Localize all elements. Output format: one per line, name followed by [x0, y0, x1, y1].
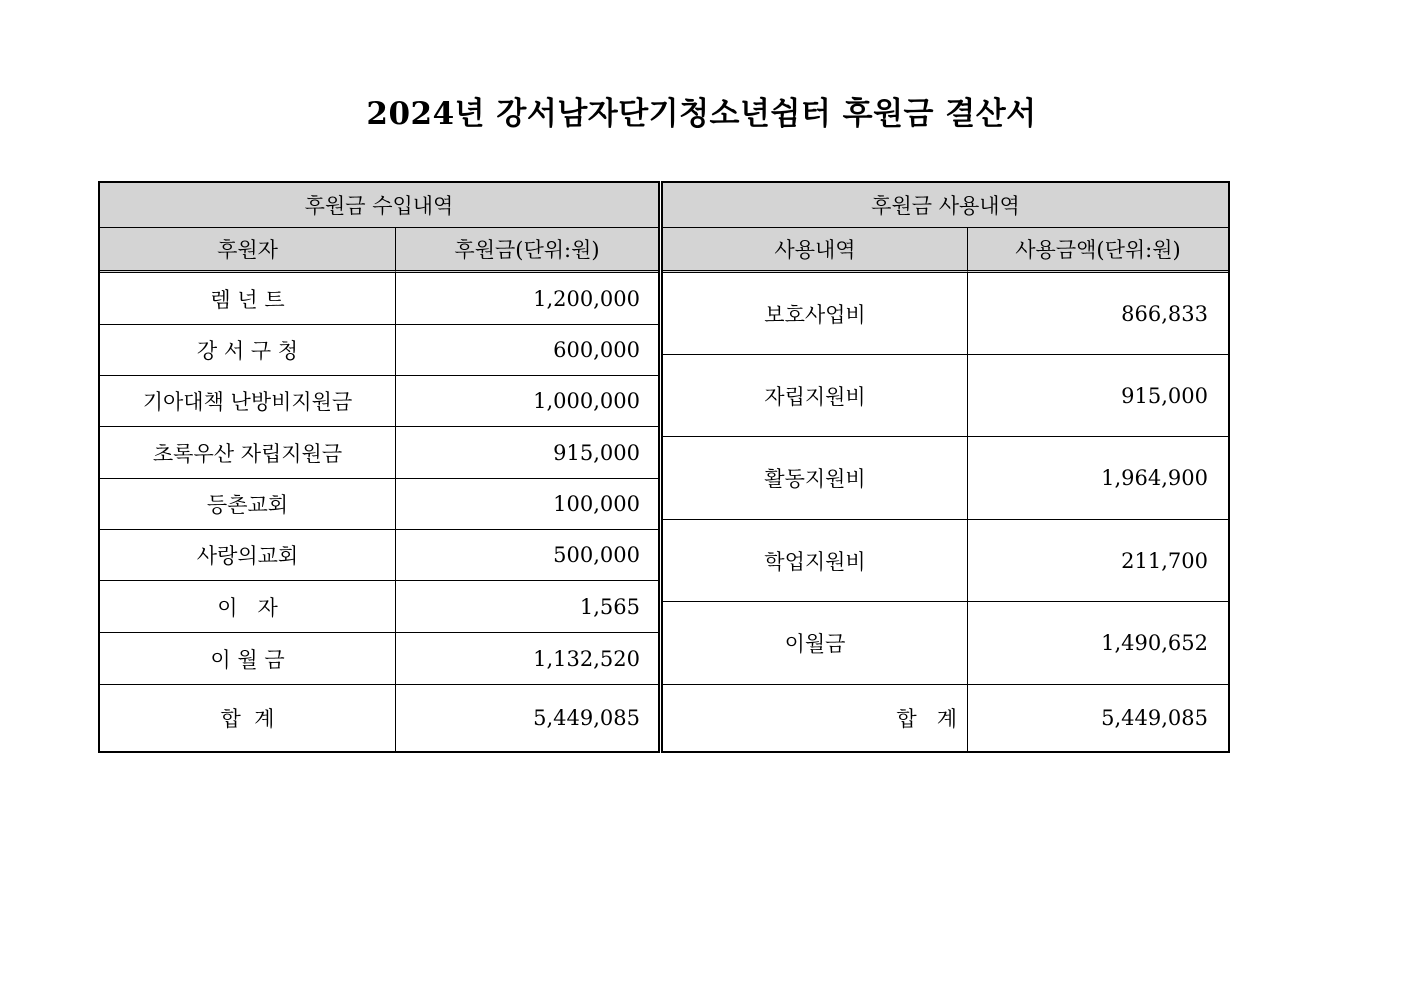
income-donor: 렘 넌 트 — [100, 273, 396, 325]
expense-usage: 보호사업비 — [663, 273, 968, 355]
income-amount: 500,000 — [396, 530, 658, 581]
income-amount: 1,565 — [396, 581, 658, 633]
income-table — [98, 181, 660, 753]
expense-amount: 1,490,652 — [968, 602, 1228, 685]
income-total-amount: 5,449,085 — [533, 706, 640, 730]
income-amount: 1,000,000 — [396, 376, 658, 427]
expense-col-usage: 사용내역 — [663, 228, 968, 273]
income-amount: 1,132,520 — [396, 633, 658, 685]
expense-usage: 활동지원비 — [663, 437, 968, 520]
expense-usage: 학업지원비 — [663, 520, 968, 602]
income-col-donor: 후원자 — [100, 228, 396, 273]
expense-amount: 866,833 — [968, 273, 1228, 355]
income-donor: 이 자 — [100, 581, 396, 633]
income-amount: 1,200,000 — [396, 273, 658, 325]
income-donor: 초록우산 자립지원금 — [100, 427, 396, 479]
income-donor: 강 서 구 청 — [100, 325, 396, 376]
income-amount: 600,000 — [396, 325, 658, 376]
expense-total-amount: 5,449,085 — [1101, 706, 1208, 730]
income-donor: 등촌교회 — [100, 479, 396, 530]
expense-usage: 자립지원비 — [663, 355, 968, 437]
page-title: 2024년 강서남자단기청소년쉼터 후원금 결산서 — [366, 96, 1037, 132]
expense-table — [661, 181, 1230, 753]
expense-amount: 1,964,900 — [968, 437, 1228, 520]
income-col-amount: 후원금(단위:원) — [396, 228, 658, 273]
expense-total-label: 합 계 — [663, 685, 968, 751]
income-donor: 기아대책 난방비지원금 — [100, 376, 396, 427]
expense-amount: 211,700 — [968, 520, 1228, 602]
income-donor: 사랑의교회 — [100, 530, 396, 581]
income-amount: 100,000 — [396, 479, 658, 530]
income-section-title: 후원금 수입내역 — [100, 183, 658, 228]
income-amount: 915,000 — [396, 427, 658, 479]
expense-col-amount: 사용금액(단위:원) — [968, 228, 1228, 273]
expense-amount: 915,000 — [968, 355, 1228, 437]
income-total-label: 합 계 — [100, 685, 396, 751]
income-donor: 이 월 금 — [100, 633, 396, 685]
expense-usage: 이월금 — [663, 602, 968, 685]
expense-section-title: 후원금 사용내역 — [663, 183, 1228, 228]
